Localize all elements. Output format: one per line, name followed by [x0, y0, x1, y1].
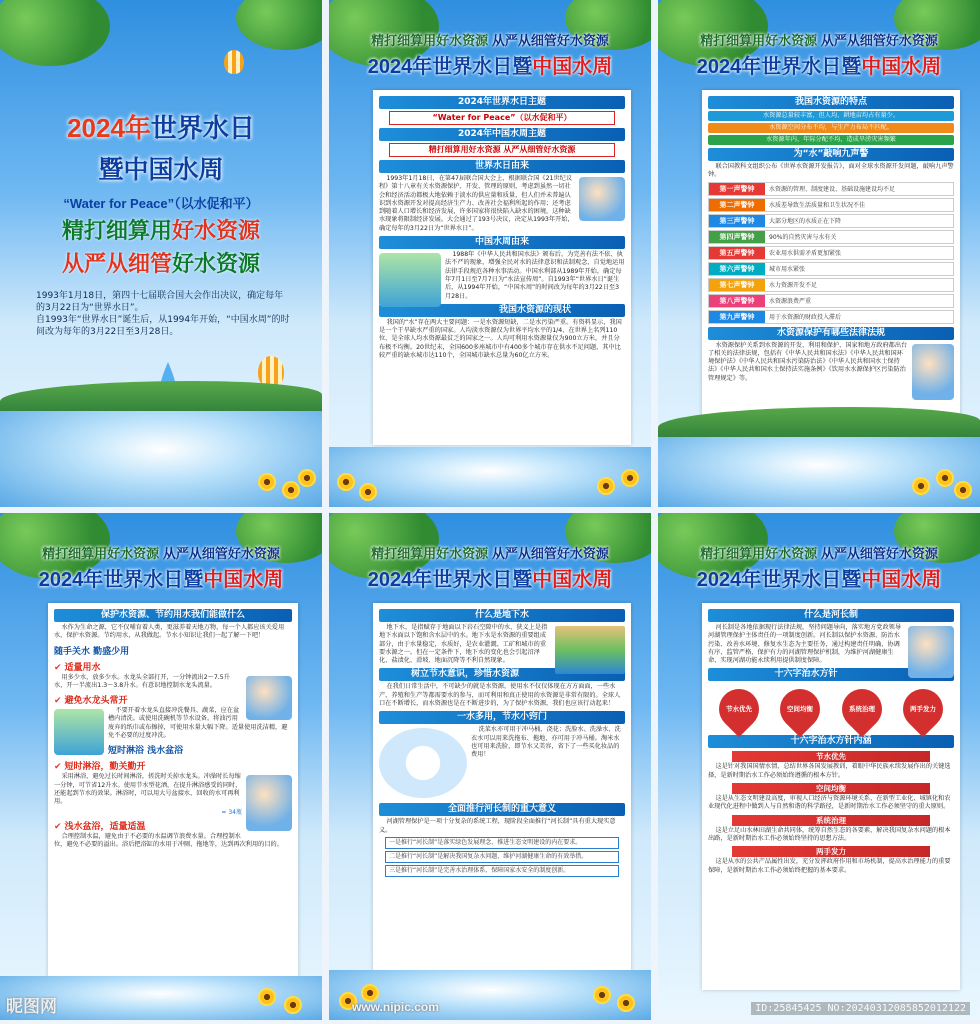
- section-text: 不要开着水龙头直接冲洗餐具、蔬菜，应在盆槽内清洗。或使用洗碗机等节水设备。将油污用废弃的纸巾或布擦掉，可使用水量大幅下降。适量使用洗洁精，避免不必要的过度冲洗。: [108, 707, 288, 740]
- principle-text: 这是从生态文明建设高度，审视人口经济与资源环境关系，在新型工业化、城镇化和农业现代化进程中做到人与自然和谐的科学路径，是新时期治水工作必须坚守的重大原则。: [708, 795, 951, 811]
- section-heading: 一水多用，节水小窍门: [379, 711, 625, 724]
- principle-text: 这是从水的公共产品属性出发，充分发挥政府作用和市场机制，提高水治理能力的重要保障，是新时期治水工作必须始终把握的基本要求。: [708, 858, 951, 874]
- check-icon: ✔: [54, 662, 62, 673]
- header-slogan: 精打细算用好水资源 从严从细管好水资源: [371, 33, 609, 48]
- warning-label: 第四声警钟: [709, 231, 765, 243]
- principle-drop-label: 节水优先: [725, 705, 752, 714]
- content-card: [702, 603, 960, 990]
- header-slogan: 精打细算用好水资源 从严从细管好水资源: [371, 546, 609, 561]
- principle-text: 这是针对我国国情水情，总结世界各国发展教训，着眼中华民族永续发展作出的关键选择，是新时期治水工作必须始终遵循的根本方针。: [708, 763, 951, 779]
- warning-row: [708, 246, 954, 260]
- principle-drop: [710, 681, 767, 738]
- theme-box: 精打细算用好水资源 从严从细管好水资源: [389, 143, 615, 157]
- check-icon: ✔: [54, 821, 62, 832]
- header-title: 2024年世界水日暨中国水周: [367, 569, 613, 591]
- header-slogan: 精打细算用好水资源 从严从细管好水资源: [700, 33, 938, 48]
- warning-list: [708, 182, 954, 324]
- warning-row: [708, 230, 954, 244]
- poster-panel-4: [0, 513, 322, 1020]
- water-reuse-illustration: [379, 728, 467, 798]
- warning-label: 第二声警钟: [709, 199, 765, 211]
- content-card: [48, 603, 298, 980]
- header-slogan: 精打细算用好水资源 从严从细管好水资源: [42, 546, 280, 561]
- feature-pill: 水资源年内、年际分配不均，造成旱涝灾害频繁: [708, 135, 954, 145]
- section-heading: 为“水”敲响九声警: [708, 148, 954, 161]
- section-text: 我国的“水”存在两大主要问题：一是水资源短缺，二是水污染严重。有资料显示，我国是一个干旱缺水严重的国家。人均淡水资源仅为世界平均水平的1/4、在世界上名列110位，是全球人均水资源最贫乏的国家之一。人均可利用水资源量仅为900立方米，并且分布极不均衡。20世纪末，全国600多座城市中有400多个城市存在供水不足问题，其中比较严重的缺水城市达110个，全国城市缺水总量为60亿立方米。: [379, 318, 622, 360]
- leaves-decoration: [0, 0, 110, 66]
- section-text: 水资源保护关系到水资源的开发、利用和保护，国家和地方政府都出台了相关的法律法规，包括有《中华人民共和国水法》《中华人民共和国环境保护法》《中华人民共和国水污染防治法》《中华人民共和国水土保持法》《中华人民共和国水土保持法实施条例》《饮用水水源保护区污染防治管理规定》等。: [708, 341, 908, 382]
- section-text: 地下水，是指赋存于地面以下岩石空隙中的水，狭义上是指地下水面以下饱和含水层中的水。地下水是水资源的重要组成部分，由于水量稳定，水质好，是农业灌溉、工矿和城市的重要水源之一。但在一定条件下，地下水的变化也会引起沼泽化、盐渍化、滑坡、地面沉降等不利自然现象。: [379, 624, 548, 665]
- section-text: 联合国教科文组织公布《世界水资源开发报告》，面对全球水资源开发问题，敲响九声警钟。: [708, 163, 954, 179]
- subheading: ✔ 避免水龙头常开: [54, 696, 128, 707]
- warning-row: [708, 214, 954, 228]
- content-card: [373, 603, 631, 976]
- section-heading: 中国水周由来: [379, 236, 625, 249]
- faucet-illustration: [579, 177, 625, 221]
- warning-row: [708, 198, 954, 212]
- check-icon: ✔: [54, 762, 62, 773]
- principle-drop: [895, 681, 952, 738]
- section-text: 河湖管理保护是一项十分复杂的系统工程，现阶段全面推行“河长制”具有重大现实意义。: [379, 818, 616, 834]
- principle-drop: [772, 681, 829, 738]
- poster-panel-5: [329, 513, 651, 1020]
- warning-row: [708, 294, 954, 308]
- slogan-line1: 精打细算用好水资源: [61, 218, 261, 243]
- principle-heading: 空间均衡: [732, 783, 930, 794]
- section-text: 1993年1月18日，在第47届联合国大会上，根据联合国《21世纪议程》第十八章有关水资源保护、开发、管理的原则，考虑到虽然一切社会和经济活动都极大地依赖于淡水的供应量和质量，但人们并未普遍认识到水资源开发对提高经济生产力、改善社会福利所起的作用；还考虑到随着人口增长和经济发展，许多国家将很快陷入缺水的困境，这种缺水现象将限制经济发展。大会通过了193号决议，决定从1993年开始，确定每年的3月22日为“世界水日”。: [379, 175, 574, 232]
- section-heading: 全面推行河长制的重大意义: [379, 803, 625, 816]
- section-text: 洗菜水亦可用于冲马桶、浇花；洗脸水、洗澡水、洗衣水可以用来洗拖布、拖地，亦可用于冲马桶。淘米水也可用来洗脸，即节水又美容，省下了一些买化妆品的费用！: [471, 726, 621, 759]
- significance-item: 一是推行“河长制”是落实绿色发展理念、推进生态文明建设的内在要求。: [385, 837, 619, 849]
- principle-explanations: [708, 751, 954, 874]
- subheading: 随手关水 勤盛少用: [54, 646, 130, 657]
- section-heading: 世界水日由来: [379, 160, 625, 173]
- significance-list: [379, 837, 625, 877]
- shower-illustration: [246, 775, 292, 831]
- poster-panel-1: [0, 0, 322, 507]
- header-slogan: 精打细算用好水资源 从严从细管好水资源: [700, 546, 938, 561]
- header-title: 2024年世界水日暨中国水周: [367, 56, 613, 78]
- sunflower-decoration: [577, 980, 647, 1020]
- section-text: 河长制是各地依据现行法律法规，坚持问题导向，落实地方党政领导河湖管理保护主体责任的一项制度创新。河长制以保护水资源、防治水污染、改善水环境、修复水生态为主要任务，通过构建责任明确、协调有序、监管严格、保护有力的河湖管理保护机制，为维护河湖健康生命、实现河湖功能永续利用提供制度保障。: [708, 624, 902, 665]
- theme-english: “Water for Peace”（以水促和平）: [63, 196, 259, 211]
- section-heading: 水资源保护有哪些法律法规: [708, 327, 954, 340]
- warning-text: 大部分地区的水质正在下降: [769, 218, 842, 226]
- significance-item: 三是推行“河长制”是完善水治理体系、保障国家水安全的制度创新。: [385, 865, 619, 877]
- watermark-url: www.nipic.com: [352, 1000, 439, 1014]
- warning-label: 第三声警钟: [709, 215, 765, 227]
- river-chief-illustration: [908, 626, 954, 678]
- section-text: 采用淋浴，避免过长时间淋浴，搓洗时关掉水龙头。冲澡时长每缩一分钟，可节省12升水。使用节水型花洒，在提升淋浴感受的同时，还能起到节水的效果。淋浴时，可以用大号盆接水，回收的水可再利用。: [54, 773, 242, 806]
- faucet-illustration: [246, 676, 292, 720]
- section-heading: 保护水资源、节约用水我们能做什么: [54, 609, 292, 622]
- sunflower-decoration: [333, 467, 403, 507]
- warning-row: [708, 278, 954, 292]
- feature-pill: 水资源总量较丰富，但人均、耕地亩均占有量少。: [708, 111, 954, 121]
- warning-text: 城市用水紧张: [769, 266, 806, 274]
- warning-text: 用于水资源的财政投入滞后: [769, 314, 842, 322]
- bottle-note: = 34瓶: [221, 808, 242, 816]
- intro-paragraph: 自1993年“世界水日”诞生后，从1994年开始，“中国水周”的时间改为每年的3月22日至3月28日。: [36, 315, 290, 337]
- section-heading: 十六字治水方针: [708, 668, 954, 681]
- slogan-line2: 从严从细管好水资源: [61, 251, 261, 276]
- section-heading: 什么是河长制: [708, 609, 954, 622]
- warning-row: [708, 262, 954, 276]
- sunflower-decoration: [577, 467, 647, 507]
- subheading: ✔ 适量用水: [54, 662, 101, 673]
- section-heading: 2024年中国水周主题: [379, 128, 625, 141]
- poster-panel-3: [658, 0, 980, 507]
- hot-air-balloon-icon: [224, 50, 244, 74]
- section-heading: 十六字治水方针内涵: [708, 735, 954, 748]
- theme-box: “Water for Peace”（以水促和平）: [389, 111, 615, 125]
- section-text: 在我们日常生活中，不可缺少的就是水资源，使用水不仅仅体现在方方面面，一些水产、养殖和生产等都需要水的参与，而可利用和真正使用的水资源是非常有限的。全球人口在不断增长，而水资源也是在不断进步的，为了保护水资源，我们也应该行动起来！: [379, 683, 621, 708]
- warning-label: 第八声警钟: [709, 295, 765, 307]
- groundwater-diagram: [555, 626, 625, 674]
- section-heading: 树立节水意识，珍惜水资源: [379, 668, 625, 681]
- section-text: 水作为生命之源，它不仅哺育着人类，更滋养着天地万物，每一个人都应该关爱用水，保护水资源。节约用水，从我做起。节水小知识让我们一起了解一下吧！: [54, 624, 285, 640]
- sunflower-decoration: [248, 467, 318, 507]
- watermark-logo: 昵图网: [6, 997, 57, 1016]
- principle-heading: 两手发力: [732, 846, 930, 857]
- subheading: ✔ 短时淋浴，勤关勤开: [54, 762, 146, 773]
- section-text: 1988年《中华人民共和国水法》颁布后，为完善有法不依、执法不严的现象，增强全民对水的法律意识和法制观念，自觉地运用法律手段规范各种水事活动。中国水利部从1989年开始，确定每年7月1日至7月7日为“水法宣传周”。自1993年“世界水日”诞生后，从1994年开始，“中国水周”的时间改为每年的3月22日至3月28日。: [445, 251, 625, 300]
- watermark-id: ID:25845425 NO:20240312085852012122: [751, 1002, 970, 1015]
- poster-panel-2: [329, 0, 651, 507]
- warning-text: 90%的自然灾害与水有关: [769, 234, 837, 242]
- warning-row: [708, 310, 954, 324]
- poster-panel-6: [658, 513, 980, 1020]
- sink-illustration: [54, 709, 104, 755]
- section-heading: 什么是地下水: [379, 609, 625, 622]
- principle-drop-label: 两手发力: [910, 705, 937, 714]
- section-text: 用多少水，放多少水。水龙头全部打开，一分钟流出2～7.5升水，开一半流出1.3～3.8升水。有意识地控制水龙头流量。: [54, 673, 230, 689]
- section-heading: 2024年世界水日主题: [379, 96, 625, 109]
- leaves-decoration: [236, 0, 322, 50]
- principle-heading: 系统治理: [732, 815, 930, 826]
- subheading: 短时淋浴 浅水盆浴: [108, 746, 184, 757]
- principle-drop: [833, 681, 890, 738]
- hills-decoration: [0, 381, 322, 415]
- warning-text: 水资源浪费严重: [769, 298, 812, 306]
- warning-text: 农业用水供需矛盾更加紧张: [769, 250, 842, 258]
- warning-label: 第一声警钟: [709, 183, 765, 195]
- section-heading: 我国水资源的现状: [379, 304, 625, 317]
- header-title: 2024年世界水日暨中国水周: [696, 56, 942, 78]
- warning-row: [708, 182, 954, 196]
- feature-list: [708, 111, 954, 145]
- principle-drop-label: 系统治理: [848, 705, 875, 714]
- warning-text: 水力资源开发不足: [769, 282, 818, 290]
- principle-text: 这是立足山水林田湖生命共同体，统筹自然生态的各要素，解决我国复杂水问题的根本出路，是新时期治水工作必须始终坚持的思想方法。: [708, 826, 951, 842]
- warning-text: 水质差导致生活质量和卫生状况不佳: [769, 202, 866, 210]
- header-title: 2024年世界水日暨中国水周: [696, 569, 942, 591]
- boy-water-illustration: [379, 253, 441, 307]
- warning-label: 第九声警钟: [709, 311, 765, 323]
- warning-label: 第七声警钟: [709, 279, 765, 291]
- section-heading: 我国水资源的特点: [708, 96, 954, 109]
- section-text: 合理控制水温，避免由于不必要的水温调节浪费水量。合理控制水位，避免不必要的溢出。浴后把浴缸的水用于冲厕、拖地等，达到再次利用的目的。: [54, 832, 283, 848]
- poster-title-line2: 暨中国水周: [98, 156, 224, 184]
- poster-title: 2024年世界水日: [67, 113, 255, 143]
- intro-text: [36, 290, 292, 338]
- significance-item: 二是推行“河长制”是解决我国复杂水问题、维护河湖健康生命的有效举措。: [385, 851, 619, 863]
- warning-label: 第六声警钟: [709, 263, 765, 275]
- subheading: ✔ 浅水盆浴，适量适温: [54, 821, 146, 832]
- feature-pill: 水资源空间分布不均，与生产力布局不匹配。: [708, 123, 954, 133]
- header-title: 2024年世界水日暨中国水周: [38, 569, 284, 591]
- sunflower-decoration: [906, 467, 976, 507]
- principle-drops: [708, 689, 954, 729]
- warning-text: 水资源的管理、制度建设、基础设施建设均不足: [769, 186, 896, 194]
- content-card: [373, 90, 631, 445]
- check-icon: ✔: [54, 696, 62, 707]
- intro-paragraph: 1993年1月18日，第四十七届联合国大会作出决议，确定每年的3月22日为“世界水日”。: [36, 291, 284, 313]
- principle-drop-label: 空间均衡: [787, 705, 814, 714]
- cleaning-kid-illustration: [912, 344, 954, 400]
- principle-heading: 节水优先: [732, 751, 930, 762]
- content-card: [702, 90, 960, 445]
- sunflower-decoration: [248, 980, 318, 1020]
- warning-label: 第五声警钟: [709, 247, 765, 259]
